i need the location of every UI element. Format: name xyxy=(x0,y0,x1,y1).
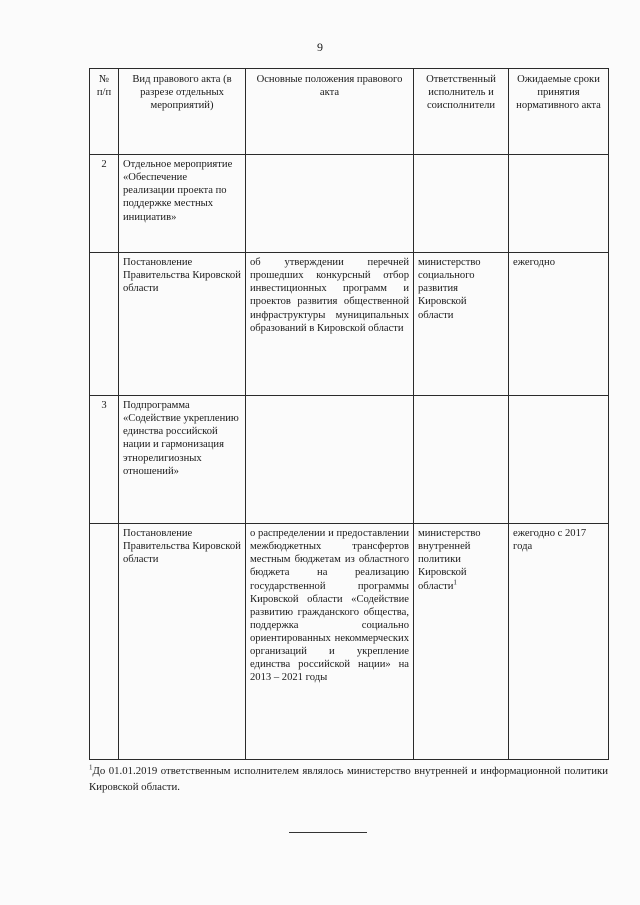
header-act-type: Вид правового акта (в разрезе отдельных мероприятий) xyxy=(119,69,246,155)
footnote xyxy=(89,764,608,795)
table-row xyxy=(90,253,609,396)
provisions-cell xyxy=(246,396,414,524)
responsible-cell xyxy=(414,524,509,760)
provisions-cell xyxy=(246,155,414,253)
term-cell: ежегодно xyxy=(509,253,609,396)
header-number: № п/п xyxy=(90,69,119,155)
table-row xyxy=(90,524,609,760)
row-number: 2 xyxy=(90,155,119,253)
term-cell: ежегодно с 2017 года xyxy=(509,524,609,760)
responsible-cell: министерство социального развития Кировской области xyxy=(414,253,509,396)
provisions-cell: об утверждении перечней прошедших конкурсный отбор инвестиционных программ и проектов развития общественной инфраструктуры муниципальных образований в Кировской области xyxy=(246,253,414,396)
header-term: Ожидаемые сроки принятия нормативного акта xyxy=(509,69,609,155)
row-number xyxy=(90,253,119,396)
act-type-cell: Постановление Правительства Кировской области xyxy=(119,524,246,760)
header-provisions: Основные положения правового акта xyxy=(246,69,414,155)
bottom-divider xyxy=(289,832,367,833)
provisions-cell: о распределении и предоставлении межбюджетных трансфертов местным бюджетам из областного бюджета на реализацию государственной программы Кировской области «Содействие развитию гражданского общества, поддержка социально ориентированных некоммерческих организаций и укрепление единства российской нации» на 2013 – 2021 годы xyxy=(246,524,414,760)
responsible-cell xyxy=(414,396,509,524)
act-type-cell: Подпрограмма «Содействие укреплению единства российской нации и гармонизация этнорелигиозных отношений» xyxy=(119,396,246,524)
term-cell xyxy=(509,396,609,524)
header-responsible: Ответственный исполнитель и соисполнители xyxy=(414,69,509,155)
table-header-row xyxy=(90,69,609,155)
footnote-marker: 1 xyxy=(89,763,93,772)
legal-acts-table xyxy=(89,68,609,760)
responsible-cell xyxy=(414,155,509,253)
footnote-text: До 01.01.2019 ответственным исполнителем являлось министерство внутренней и информационной политики Кировской области. xyxy=(89,765,608,793)
footnote-reference: 1 xyxy=(453,577,457,586)
responsible-text: министерство внутренней политики Кировской области xyxy=(418,528,481,592)
act-type-cell: Постановление Правительства Кировской области xyxy=(119,253,246,396)
page-number: 9 xyxy=(317,40,323,54)
row-number xyxy=(90,524,119,760)
act-type-cell: Отдельное мероприятие «Обеспечение реализации проекта по поддержке местных инициатив» xyxy=(119,155,246,253)
table-row xyxy=(90,396,609,524)
row-number: 3 xyxy=(90,396,119,524)
term-cell xyxy=(509,155,609,253)
table-row xyxy=(90,155,609,253)
